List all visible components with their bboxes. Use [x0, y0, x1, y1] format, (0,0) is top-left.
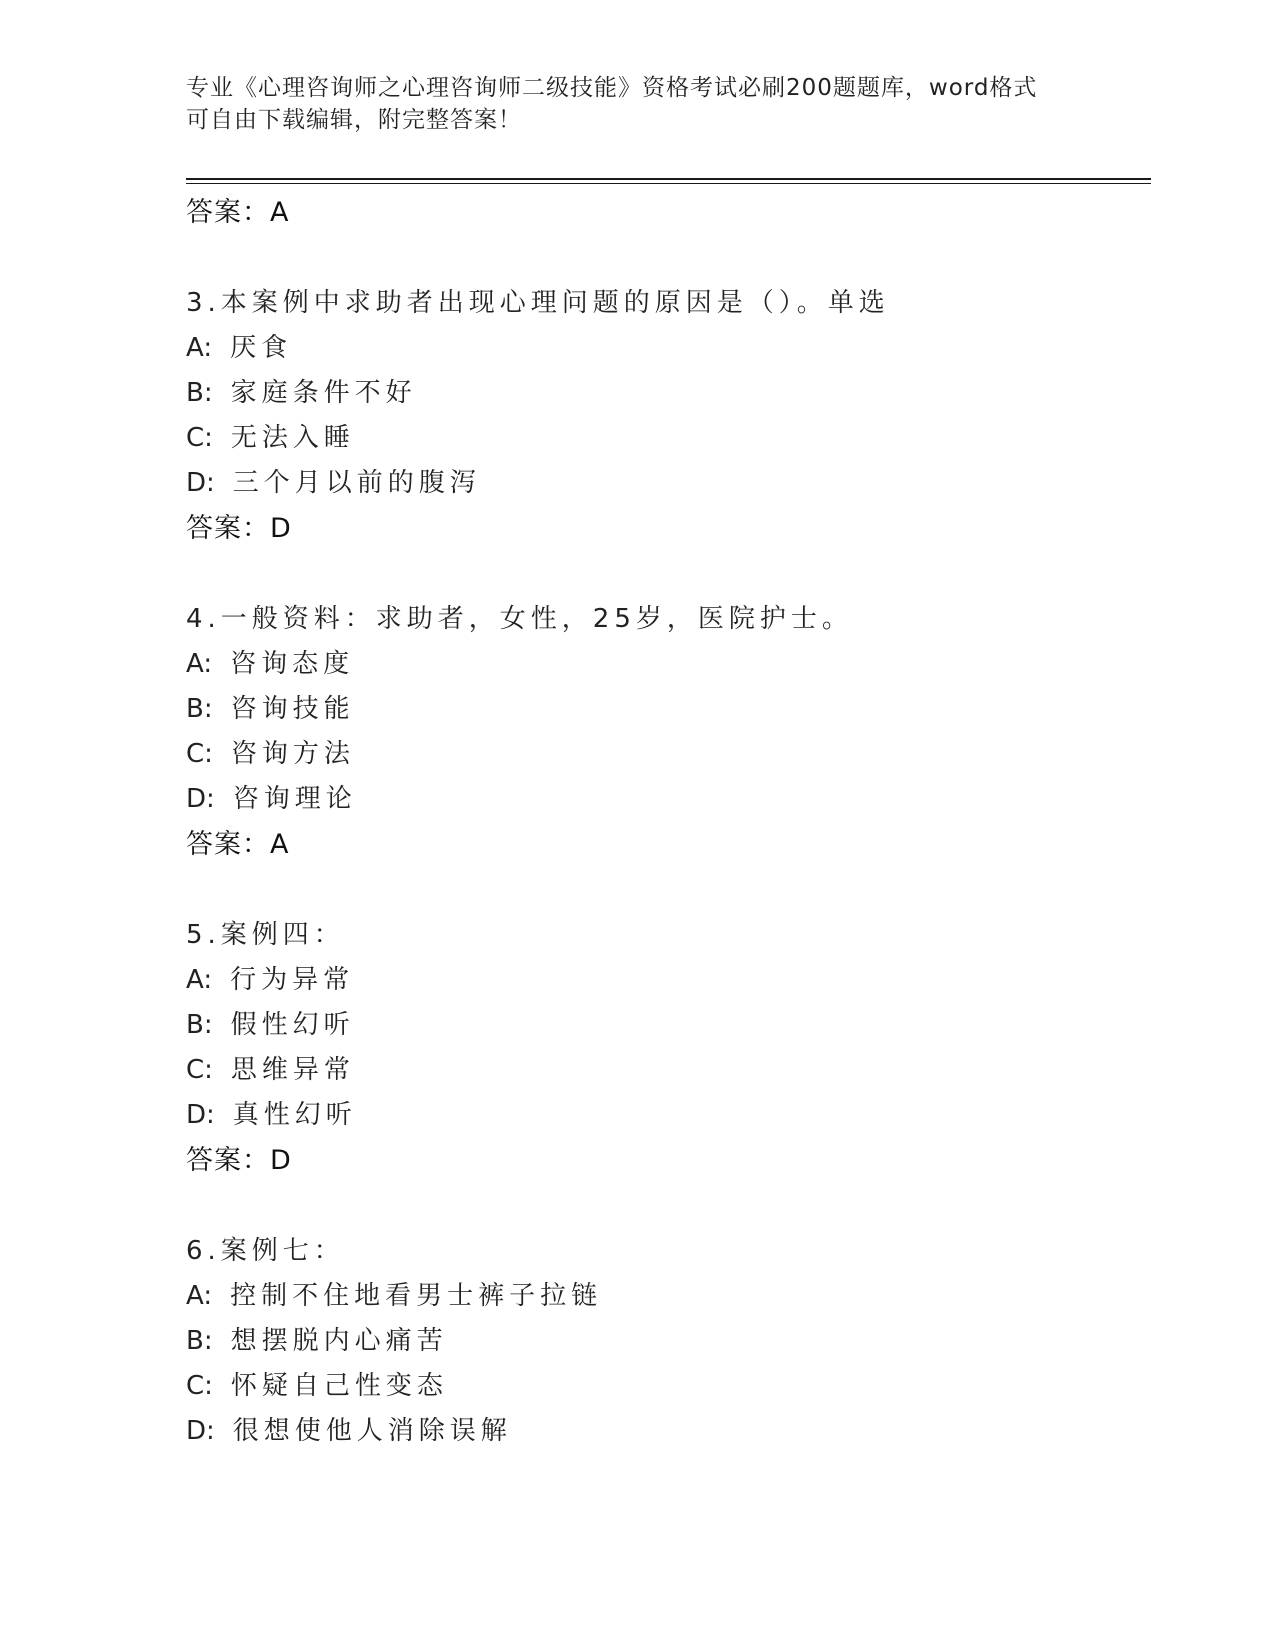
option-label: B: [186, 1010, 213, 1040]
option-b [186, 371, 1146, 416]
answer-line: 答案：A [186, 197, 290, 228]
option-label: A: [186, 649, 213, 679]
option-label: B: [186, 1326, 213, 1356]
option-c [186, 1048, 1146, 1093]
option-b [186, 1003, 1146, 1048]
question-text: 5.案例四： [186, 920, 345, 950]
option-text: 怀疑自己性变态 [230, 1371, 448, 1401]
option-text: 咨询理论 [232, 784, 357, 814]
option-text: 控制不住地看男士裤子拉链 [230, 1281, 603, 1311]
question-block [186, 1229, 1146, 1454]
option-b [186, 1319, 1146, 1364]
option-label: C: [186, 739, 213, 769]
option-d [186, 1093, 1146, 1138]
option-d [186, 461, 1146, 506]
question-list [186, 190, 1146, 1454]
question-text: 4.一般资料：求助者，女性，25岁，医院护士。 [186, 604, 853, 634]
question-block [186, 281, 1146, 551]
option-label: D: [186, 1416, 215, 1446]
option-text: 假性幻听 [230, 1010, 355, 1040]
answer-line: 答案：A [186, 829, 290, 860]
option-text: 无法入睡 [230, 423, 355, 453]
option-label: D: [186, 784, 215, 814]
option-d [186, 777, 1146, 822]
header-rule-thick [186, 178, 1151, 180]
option-text: 咨询方法 [230, 739, 355, 769]
option-text: 家庭条件不好 [230, 378, 417, 408]
option-label: D: [186, 468, 215, 498]
question-text: 6.案例七： [186, 1236, 345, 1266]
option-c [186, 732, 1146, 777]
document-header [186, 72, 1066, 136]
option-label: B: [186, 378, 213, 408]
option-text: 三个月以前的腹泻 [232, 468, 481, 498]
option-text: 想摆脱内心痛苦 [230, 1326, 448, 1356]
option-label: D: [186, 1100, 215, 1130]
question-block [186, 913, 1146, 1183]
header-line-2: 可自由下载编辑，附完整答案！ [186, 107, 522, 133]
header-rule-thin [186, 183, 1151, 184]
option-a [186, 326, 1146, 371]
option-d [186, 1409, 1146, 1454]
option-a [186, 642, 1146, 687]
option-c [186, 1364, 1146, 1409]
option-label: A: [186, 965, 213, 995]
option-b [186, 687, 1146, 732]
answer-line: 答案：D [186, 513, 292, 544]
option-label: C: [186, 1371, 213, 1401]
option-label: B: [186, 694, 213, 724]
option-text: 咨询态度 [230, 649, 355, 679]
question-block [186, 597, 1146, 867]
option-c [186, 416, 1146, 461]
header-line-1: 专业《心理咨询师之心理咨询师二级技能》资格考试必刷200题题库，word格式 [186, 75, 1038, 101]
option-label: A: [186, 333, 213, 363]
option-text: 思维异常 [230, 1055, 355, 1085]
answer-line: 答案：D [186, 1145, 292, 1176]
option-text: 很想使他人消除误解 [232, 1416, 512, 1446]
option-label: C: [186, 423, 213, 453]
option-a [186, 1274, 1146, 1319]
question-text: 3.本案例中求助者出现心理问题的原因是（）。单选 [186, 288, 890, 318]
option-text: 厌食 [230, 333, 293, 363]
option-text: 咨询技能 [230, 694, 355, 724]
option-text: 行为异常 [230, 965, 355, 995]
option-a [186, 958, 1146, 1003]
option-label: A: [186, 1281, 213, 1311]
option-label: C: [186, 1055, 213, 1085]
option-text: 真性幻听 [232, 1100, 357, 1130]
